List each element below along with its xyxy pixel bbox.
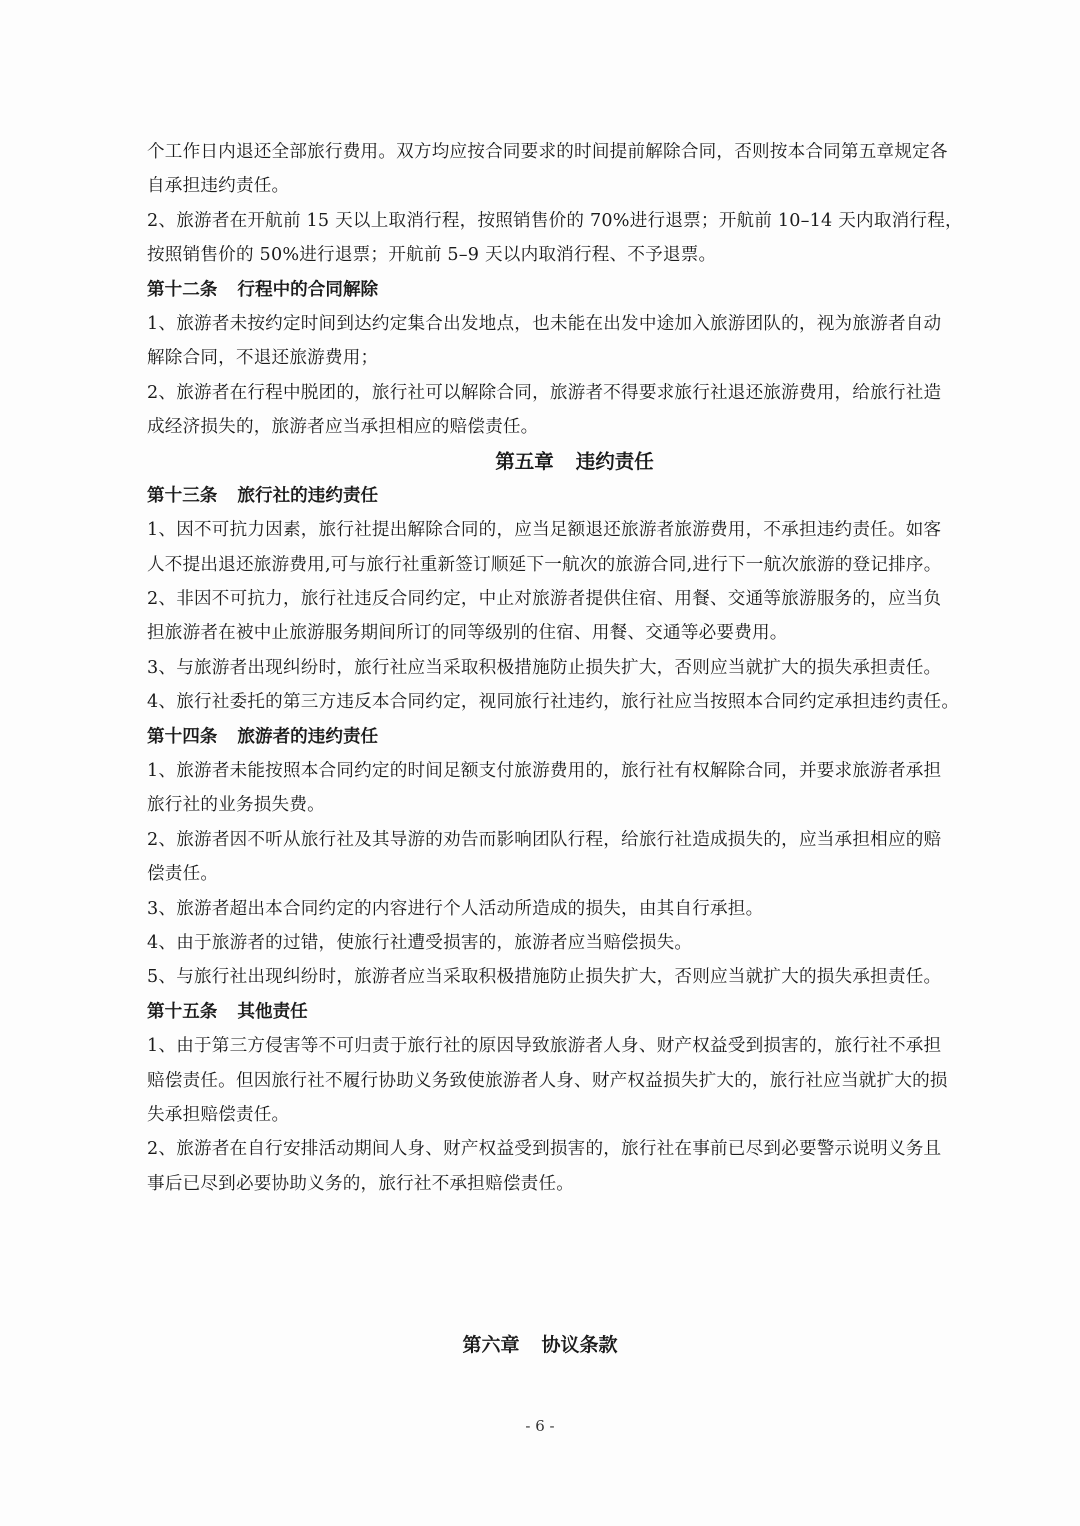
article-14-heading [147, 720, 1002, 754]
article-number: 第十五条 [147, 1001, 218, 1022]
body-line: 2、旅游者在自行安排活动期间人身、财产权益受到损害的，旅行社在事前已尽到必要警示说明义务且 [147, 1139, 942, 1160]
body-line: 事后已尽到必要协助义务的，旅行社不承担赔偿责任。 [147, 1173, 575, 1194]
body-line: 4、由于旅游者的过错，使旅行社遭受损害的，旅游者应当赔偿损失。 [147, 932, 693, 953]
chapter-number: 第六章 [462, 1334, 520, 1356]
body-line: 成经济损失的，旅游者应当承担相应的赔偿责任。 [147, 417, 539, 438]
body-line: 人不提出退还旅游费用,可与旅行社重新签订顺延下一航次的旅游合同,进行下一航次旅游的登记排序。 [147, 554, 942, 575]
article-12-heading [147, 273, 1002, 307]
body-line: 1、旅游者未能按照本合同约定的时间足额支付旅游费用的，旅行社有权解除合同，并要求旅游者承担 [147, 761, 942, 782]
page-number: - 6 - [525, 1417, 555, 1435]
page-body [147, 135, 1002, 1201]
body-line: 2、旅游者在开航前 15 天以上取消行程，按照销售价的 70%进行退票；开航前 10–14 天内取消行程， [147, 210, 963, 231]
article-title: 旅行社的违约责任 [237, 485, 379, 506]
body-line: 解除合同，不退还旅游费用； [147, 348, 379, 369]
body-line: 1、旅游者未按约定时间到达约定集合出发地点，也未能在出发中途加入旅游团队的，视为旅游者自动 [147, 313, 942, 334]
body-line: 偿责任。 [147, 864, 219, 885]
body-line: 赔偿责任。但因旅行社不履行协助义务致使旅游者人身、财产权益损失扩大的，旅行社应当就扩大的损 [147, 1070, 948, 1091]
article-title: 旅游者的违约责任 [237, 726, 379, 747]
body-line: 2、旅游者在行程中脱团的，旅行社可以解除合同，旅游者不得要求旅行社退还旅游费用，给旅行社造 [147, 382, 942, 403]
body-line: 2、旅游者因不听从旅行社及其导游的劝告而影响团队行程，给旅行社造成损失的，应当承担相应的赔 [147, 829, 942, 850]
chapter-title: 协议条款 [541, 1334, 618, 1356]
body-line: 自承担违约责任。 [147, 176, 290, 197]
article-13-heading [147, 479, 1002, 513]
article-title: 行程中的合同解除 [237, 279, 379, 300]
body-line: 个工作日内退还全部旅行费用。双方均应按合同要求的时间提前解除合同，否则按本合同第五章规定各 [147, 142, 948, 162]
chapter-number: 第五章 [495, 449, 554, 473]
body-line: 3、与旅游者出现纠纷时，旅行社应当采取积极措施防止损失扩大，否则应当就扩大的损失承担责任。 [147, 657, 942, 678]
body-line: 1、由于第三方侵害等不可归责于旅行社的原因导致旅游者人身、财产权益受到损害的，旅行社不承担 [147, 1036, 942, 1057]
article-number: 第十三条 [147, 485, 218, 506]
article-number: 第十二条 [147, 279, 218, 300]
body-line: 4、旅行社委托的第三方违反本合同约定，视同旅行社违约，旅行社应当按照本合同约定承担违约责任。 [147, 692, 960, 713]
body-line: 按照销售价的 50%进行退票；开航前 5–9 天以内取消行程、不予退票。 [147, 245, 717, 266]
chapter-5-heading [147, 445, 1002, 479]
body-line: 2、非因不可抗力，旅行社违反合同约定，中止对旅游者提供住宿、用餐、交通等旅游服务的，应当负 [147, 589, 942, 610]
body-line: 1、因不可抗力因素，旅行社提出解除合同的，应当足额退还旅游者旅游费用，不承担违约责任。如客 [147, 520, 942, 541]
body-line: 5、与旅行社出现纠纷时，旅游者应当采取积极措施防止损失扩大，否则应当就扩大的损失承担责任。 [147, 967, 942, 988]
chapter-6-heading [0, 1328, 1080, 1362]
article-title: 其他责任 [237, 1001, 308, 1022]
body-line: 担旅游者在被中止旅游服务期间所订的同等级别的住宿、用餐、交通等必要费用。 [147, 623, 788, 644]
article-15-heading [147, 995, 1002, 1029]
body-line: 失承担赔偿责任。 [147, 1104, 290, 1125]
body-line: 3、旅游者超出本合同约定的内容进行个人活动所造成的损失，由其自行承担。 [147, 898, 764, 919]
body-line: 旅行社的业务损失费。 [147, 795, 325, 816]
chapter-title: 违约责任 [575, 449, 654, 473]
article-number: 第十四条 [147, 726, 218, 747]
